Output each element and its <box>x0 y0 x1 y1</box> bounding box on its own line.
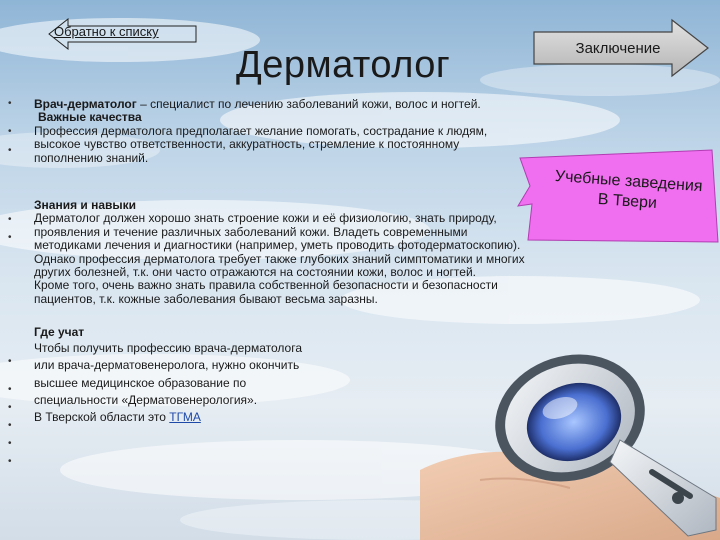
skills-text: Дерматолог должен хорошо знать строение кожи и её физиологию, знать природу, проявления и течение различных заболеваний кожи. Владеть современными методиками лечения и диагностики (например, уметь проводить фотодерматоскопию). <box>34 211 521 253</box>
qualities-heading-text: Важные качества <box>38 110 142 125</box>
where-line-3: высшее медицинское образование по <box>34 375 247 390</box>
bullet-icon: • <box>8 126 12 137</box>
definition-text: – специалист по лечению заболеваний кожи, волос и ногтей. <box>136 97 481 111</box>
where-line-2: или врача-дерматовенеролога, нужно окончить <box>34 358 300 373</box>
bullet-icon: • <box>8 356 12 367</box>
where-line-4: специальности «Дерматовенерология». <box>34 392 258 407</box>
where-line-5-text: В Тверской области это <box>34 410 170 425</box>
skills-heading <box>34 199 530 212</box>
definition-paragraph <box>34 98 530 111</box>
conclusion-button[interactable]: Заключение <box>575 40 661 57</box>
bullet-icon: • <box>8 232 12 243</box>
bullet-icon: • <box>8 456 12 467</box>
back-to-list-link[interactable]: Обратно к списку <box>54 24 159 39</box>
education-label-line1: Учебные заведения <box>554 167 704 196</box>
skills-heading-text: Знания и навыки <box>34 198 137 213</box>
bullet-icon: • <box>8 438 12 449</box>
bullet-icon: • <box>8 384 12 395</box>
definition-term: Врач-дерматолог <box>34 97 137 111</box>
education-label-line2: В Твери <box>597 190 658 213</box>
where-line-1: Чтобы получить профессию врача-дерматолога <box>34 340 303 355</box>
bullet-icon: • <box>8 145 12 156</box>
bullet-icon: • <box>8 214 12 225</box>
qualities-heading <box>34 111 530 124</box>
bullet-icon: • <box>8 98 12 109</box>
qualities-text: Профессия дерматолога предполагает желание помогать, сострадание к людям, высокое чувство ответственности, аккуратность, стремление к постоянному пополнению знаний. <box>34 123 488 165</box>
bullet-icon: • <box>8 420 12 431</box>
page-title: Дерматолог <box>236 44 451 86</box>
skills-text-3: Кроме того, очень важно знать правила собственной безопасности и безопасности пациентов, т.к. кожные заболевания бывают весьма заразны. <box>34 278 498 306</box>
where-heading-text: Где учат <box>34 325 85 340</box>
tgma-link[interactable]: ТГМА <box>169 410 201 425</box>
bullet-icon: • <box>8 402 12 413</box>
dermatoscope-photo <box>420 330 720 540</box>
skills-text-2: Однако профессия дерматолога требует также глубоких знаний симптоматики и многих других болезней, т.к. они часто отражаются на состоянии кожи, волос и ногтей. <box>34 251 525 280</box>
